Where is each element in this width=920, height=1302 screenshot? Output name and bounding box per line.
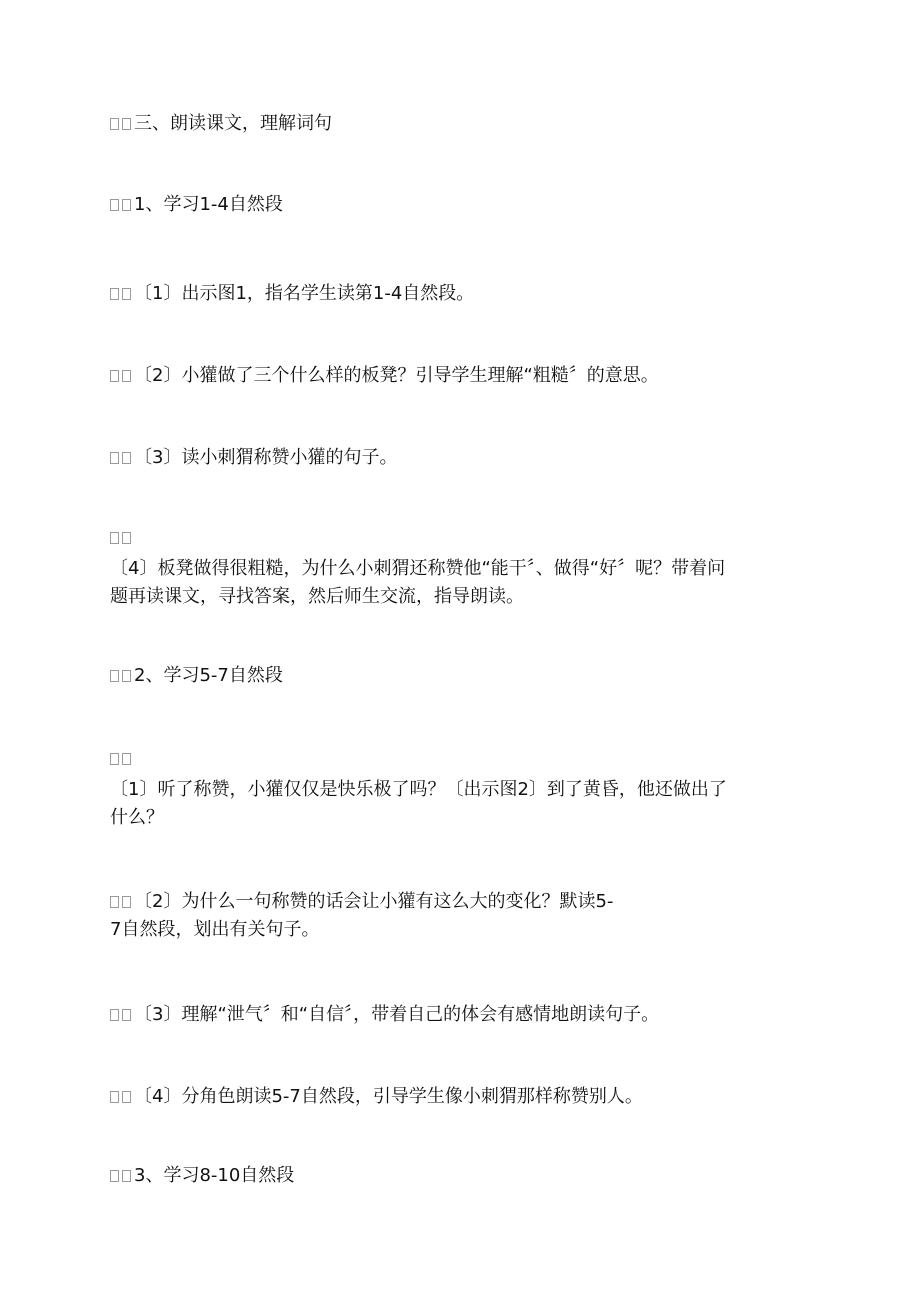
subsection-heading: [110, 1162, 810, 1190]
missing-glyph-icon: [110, 191, 134, 219]
text-line: 〔4〕分角色朗读5-7自然段，引导学生像小刺猬那样称赞别人。: [110, 1083, 810, 1111]
missing-glyph-icon: [110, 362, 134, 390]
paragraph: [110, 1083, 810, 1111]
text-line: 〔4〕板凳做得很粗糙，为什么小刺猬还称赞他“能干〞、做得“好〞呢？带着问: [110, 558, 726, 579]
paragraph: [110, 1001, 810, 1029]
text-line: 〔2〕小獾做了三个什么样的板凳？引导学生理解“粗糙〞的意思。: [110, 362, 810, 390]
paragraph: [110, 444, 810, 472]
missing-glyph-icon: [110, 745, 134, 773]
paragraph: [110, 362, 810, 390]
text-line: 7自然段，划出有关句子。: [110, 919, 320, 940]
missing-glyph-line: [110, 745, 810, 773]
missing-glyph-icon: [110, 110, 134, 138]
subsection-heading: [110, 191, 810, 219]
paragraph: [110, 524, 810, 611]
section-heading: [110, 110, 810, 138]
text-line: 〔1〕听了称赞，小獾仅仅是快乐极了吗？〔出示图2〕到了黄昏，他还做出了: [110, 779, 727, 800]
text-line: 1、学习1-4自然段: [110, 191, 810, 219]
text-line: 〔3〕理解“泄气〞和“自信〞，带着自己的体会有感情地朗读句子。: [110, 1001, 810, 1029]
text-line: 3、学习8-10自然段: [110, 1162, 810, 1190]
text-line: 2、学习5-7自然段: [110, 662, 810, 690]
missing-glyph-icon: [110, 444, 134, 472]
paragraph: [110, 280, 810, 308]
missing-glyph-icon: [110, 1001, 134, 1029]
text-line: 题再读课文，寻找答案，然后师生交流，指导朗读。: [110, 586, 524, 607]
missing-glyph-icon: [110, 1083, 134, 1111]
missing-glyph-icon: [110, 888, 134, 916]
text-line: 〔3〕读小刺猬称赞小獾的句子。: [110, 444, 810, 472]
subsection-heading: [110, 662, 810, 690]
missing-glyph-line: [110, 524, 810, 552]
text-line: 三、朗读课文，理解词句: [110, 110, 810, 138]
text-line: 〔1〕出示图1，指名学生读第1-4自然段。: [110, 280, 810, 308]
missing-glyph-icon: [110, 524, 134, 552]
missing-glyph-icon: [110, 280, 134, 308]
missing-glyph-icon: [110, 662, 134, 690]
paragraph: [110, 888, 810, 944]
missing-glyph-icon: [110, 1162, 134, 1190]
paragraph: [110, 745, 810, 832]
text-line: 〔2〕为什么一句称赞的话会让小獾有这么大的变化？默读5-: [110, 888, 810, 916]
text-line: 什么？: [110, 807, 164, 828]
